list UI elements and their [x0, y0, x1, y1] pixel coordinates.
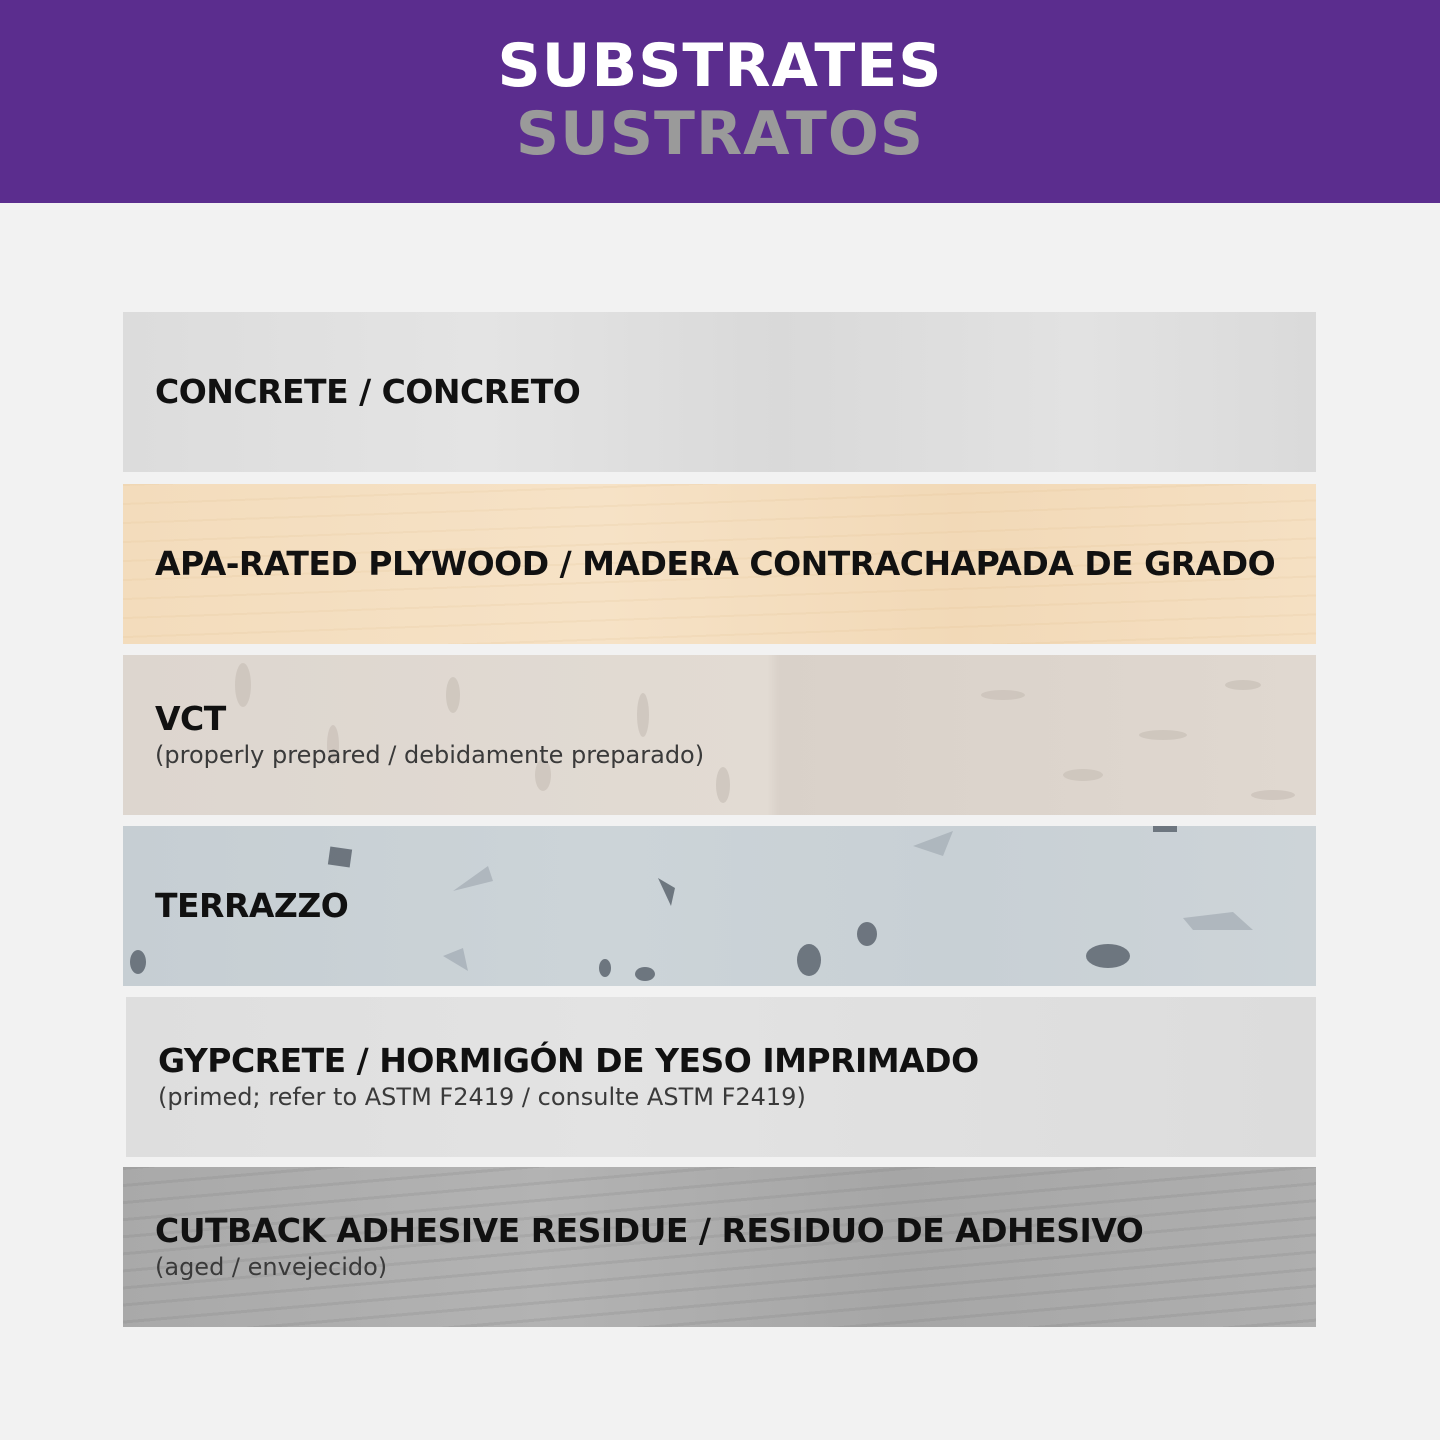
- substrate-cutback: [123, 1167, 1316, 1327]
- header-banner: [0, 0, 1440, 203]
- substrate-title: CONCRETE / CONCRETO: [155, 372, 581, 411]
- substrate-title: CUTBACK ADHESIVE RESIDUE / RESIDUO DE ADHESIVO: [155, 1211, 1144, 1250]
- substrate-note: (aged / envejecido): [155, 1253, 388, 1281]
- substrate-plywood: [123, 484, 1316, 644]
- substrate-gypcrete: [126, 997, 1316, 1157]
- substrate-title: APA-RATED PLYWOOD / MADERA CONTRACHAPADA DE GRADO: [155, 544, 1276, 583]
- substrate-note: (primed; refer to ASTM F2419 / consulte ASTM F2419): [158, 1083, 806, 1111]
- substrate-title: GYPCRETE / HORMIGÓN DE YESO IMPRIMADO: [158, 1041, 979, 1080]
- substrate-vct: [123, 655, 1316, 815]
- substrate-title: VCT: [155, 699, 226, 738]
- page-subtitle: SUSTRATOS: [515, 99, 925, 169]
- substrate-title: TERRAZZO: [155, 886, 349, 925]
- substrate-terrazzo: [123, 826, 1316, 986]
- substrate-concrete: [123, 312, 1316, 472]
- substrate-note: (properly prepared / debidamente preparado): [155, 741, 705, 769]
- page-title: SUBSTRATES: [497, 31, 943, 101]
